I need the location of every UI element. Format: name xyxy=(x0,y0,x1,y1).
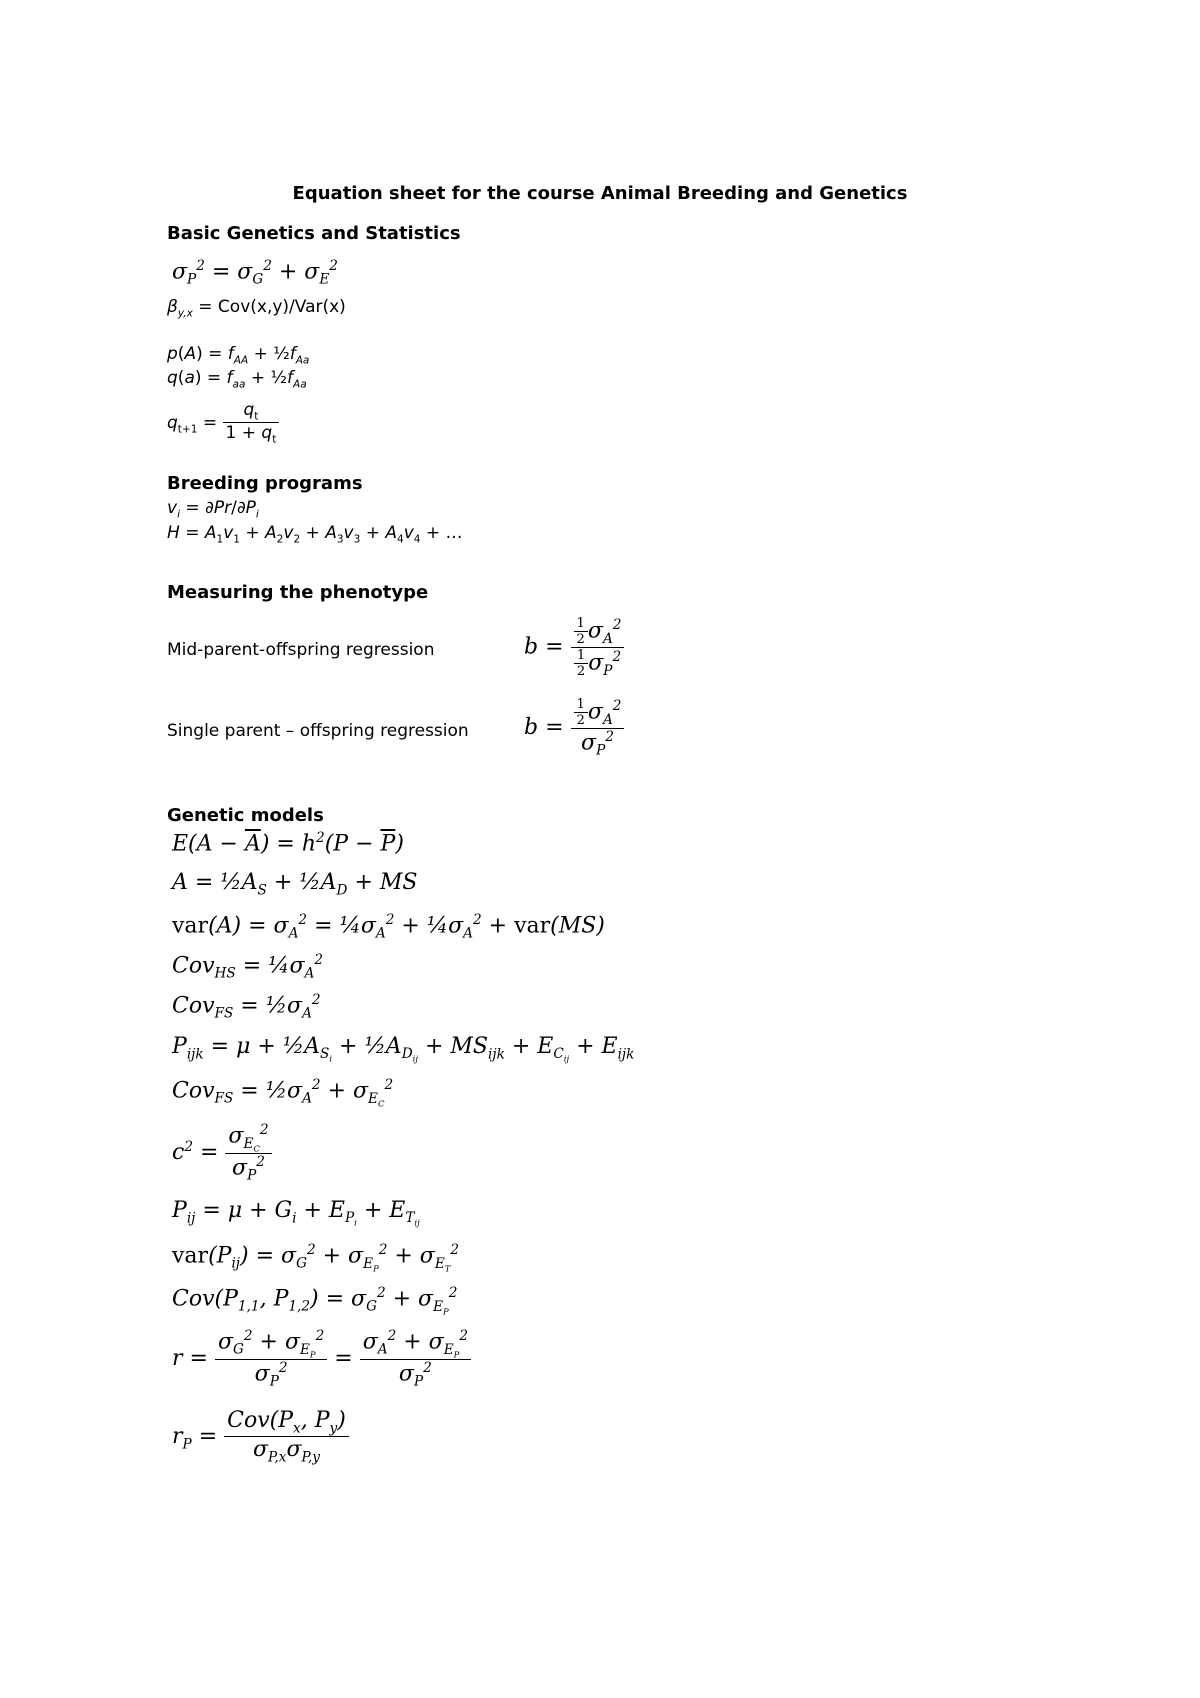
section-heading-breeding: Breeding programs xyxy=(167,473,363,494)
single-parent-label: Single parent – offspring regression xyxy=(167,721,469,741)
equation-phenotypic-correlation: $r_P$ = $\frac{Cov(P_x, P_y)}{\sigma_{P,x}\sigma_{P,y}}$ xyxy=(172,1408,349,1466)
equation-allele-frequency-next-generation: $q_{t+1}$ = $\frac{q_t}{1 + q_t}$ xyxy=(167,400,279,446)
equation-full-sib-covariance: $Cov_{FS} = \frac{1}{2}\sigma_A^2$ xyxy=(172,992,321,1022)
equation-full-sib-covariance-common-env: $Cov_{FS} = \frac{1}{2}\sigma_A^2 + \sigma_{E_C}^2$ xyxy=(172,1077,394,1109)
equation-single-parent-regression: b = $\frac{1}{2}$ $\sigma_A^2$ $\sigma_P^2$ xyxy=(524,697,624,759)
equation-repeated-measurement-model: $P_{ij} = \mu + G_i + E_{P_i} + E_{T_{ij}}$ xyxy=(172,1198,420,1229)
page-title: Equation sheet for the course Animal Breeding and Genetics xyxy=(292,183,908,204)
equation-additive-variance: $var(A) = \sigma_A^2$ = $\frac{1}{4}\sigma_A^2$ + $\frac{1}{4}\sigma_A^2 + var(MS)$ xyxy=(172,912,605,942)
equation-breeding-value: $A = \frac{1}{2}A_S$ + $\frac{1}{2}A_D$ + MS xyxy=(172,870,418,899)
equation-allele-frequency-p: $p(A) = f_{AA}$ + $\frac{1}{2}f_{Aa}$ xyxy=(167,344,310,367)
ellipsis: … xyxy=(445,523,463,543)
equation-mid-parent-regression: b = $\frac{1}{2}$ $\sigma_A^2$ $\frac{1}{2}$ $\sigma_P^2$ xyxy=(524,616,624,679)
equation-regression-coefficient: $\beta_{y,x} = Cov(x,y)/Var(x)$ xyxy=(167,297,346,320)
regression-text: Cov(x,y)/Var(x) xyxy=(217,297,346,317)
section-heading-models: Genetic models xyxy=(167,805,324,826)
equation-economic-value: $v_i = \partial Pr/\partial P_i$ xyxy=(167,498,259,521)
mid-parent-label: Mid-parent-offspring regression xyxy=(167,640,435,660)
equation-repeatability: r = $\frac{\sigma_G^2 + \sigma_{E_P}^2}{\sigma_P^2}$ = $\frac{\sigma_A^2 + \sigma_{E_P}^2}{\sigma_P^2}$ xyxy=(172,1328,471,1390)
equation-common-environment-ratio: $c^2$ = $\frac{\sigma_{E_C}^2}{\sigma_P^2}$ xyxy=(172,1122,272,1184)
section-heading-measuring: Measuring the phenotype xyxy=(167,582,429,603)
equation-allele-frequency-q: $q(a) = f_{aa}$ + $\frac{1}{2}f_{Aa}$ xyxy=(167,368,307,391)
equation-breeders-equation: $E(A - \overline{A}) = h^2(P - \overline{P})$ xyxy=(172,830,404,857)
equation-phenotype-model-ijk: $P_{ijk} = \mu$ + $\frac{1}{2}A_{S_i}$ + $\frac{1}{2}A_{D_{ij}} + MS_{ijk} + E_{C_{ij}} + E_{ijk}$ xyxy=(172,1034,635,1065)
equation-aggregate-genotype: $H = A_1v_1 + A_2v_2 + A_3v_3 + A_4v_4$ + … xyxy=(167,523,463,546)
section-heading-basic: Basic Genetics and Statistics xyxy=(167,223,461,244)
equation-repeated-measurement-covariance: $Cov(P_{1,1}$, $P_{1,2}) = \sigma_G^2 + \sigma_{E_P}^2$ xyxy=(172,1285,458,1317)
equation-repeated-measurement-variance: $var(P_{ij}) = \sigma_G^2 + \sigma_{E_P}^2 + \sigma_{E_T}^2$ xyxy=(172,1242,460,1274)
equation-phenotypic-variance: $\sigma_P^2 = \sigma_G^2 + \sigma_E^2$ xyxy=(172,258,338,288)
equation-half-sib-covariance: $Cov_{HS} = \frac{1}{4}\sigma_A^2$ xyxy=(172,952,324,982)
